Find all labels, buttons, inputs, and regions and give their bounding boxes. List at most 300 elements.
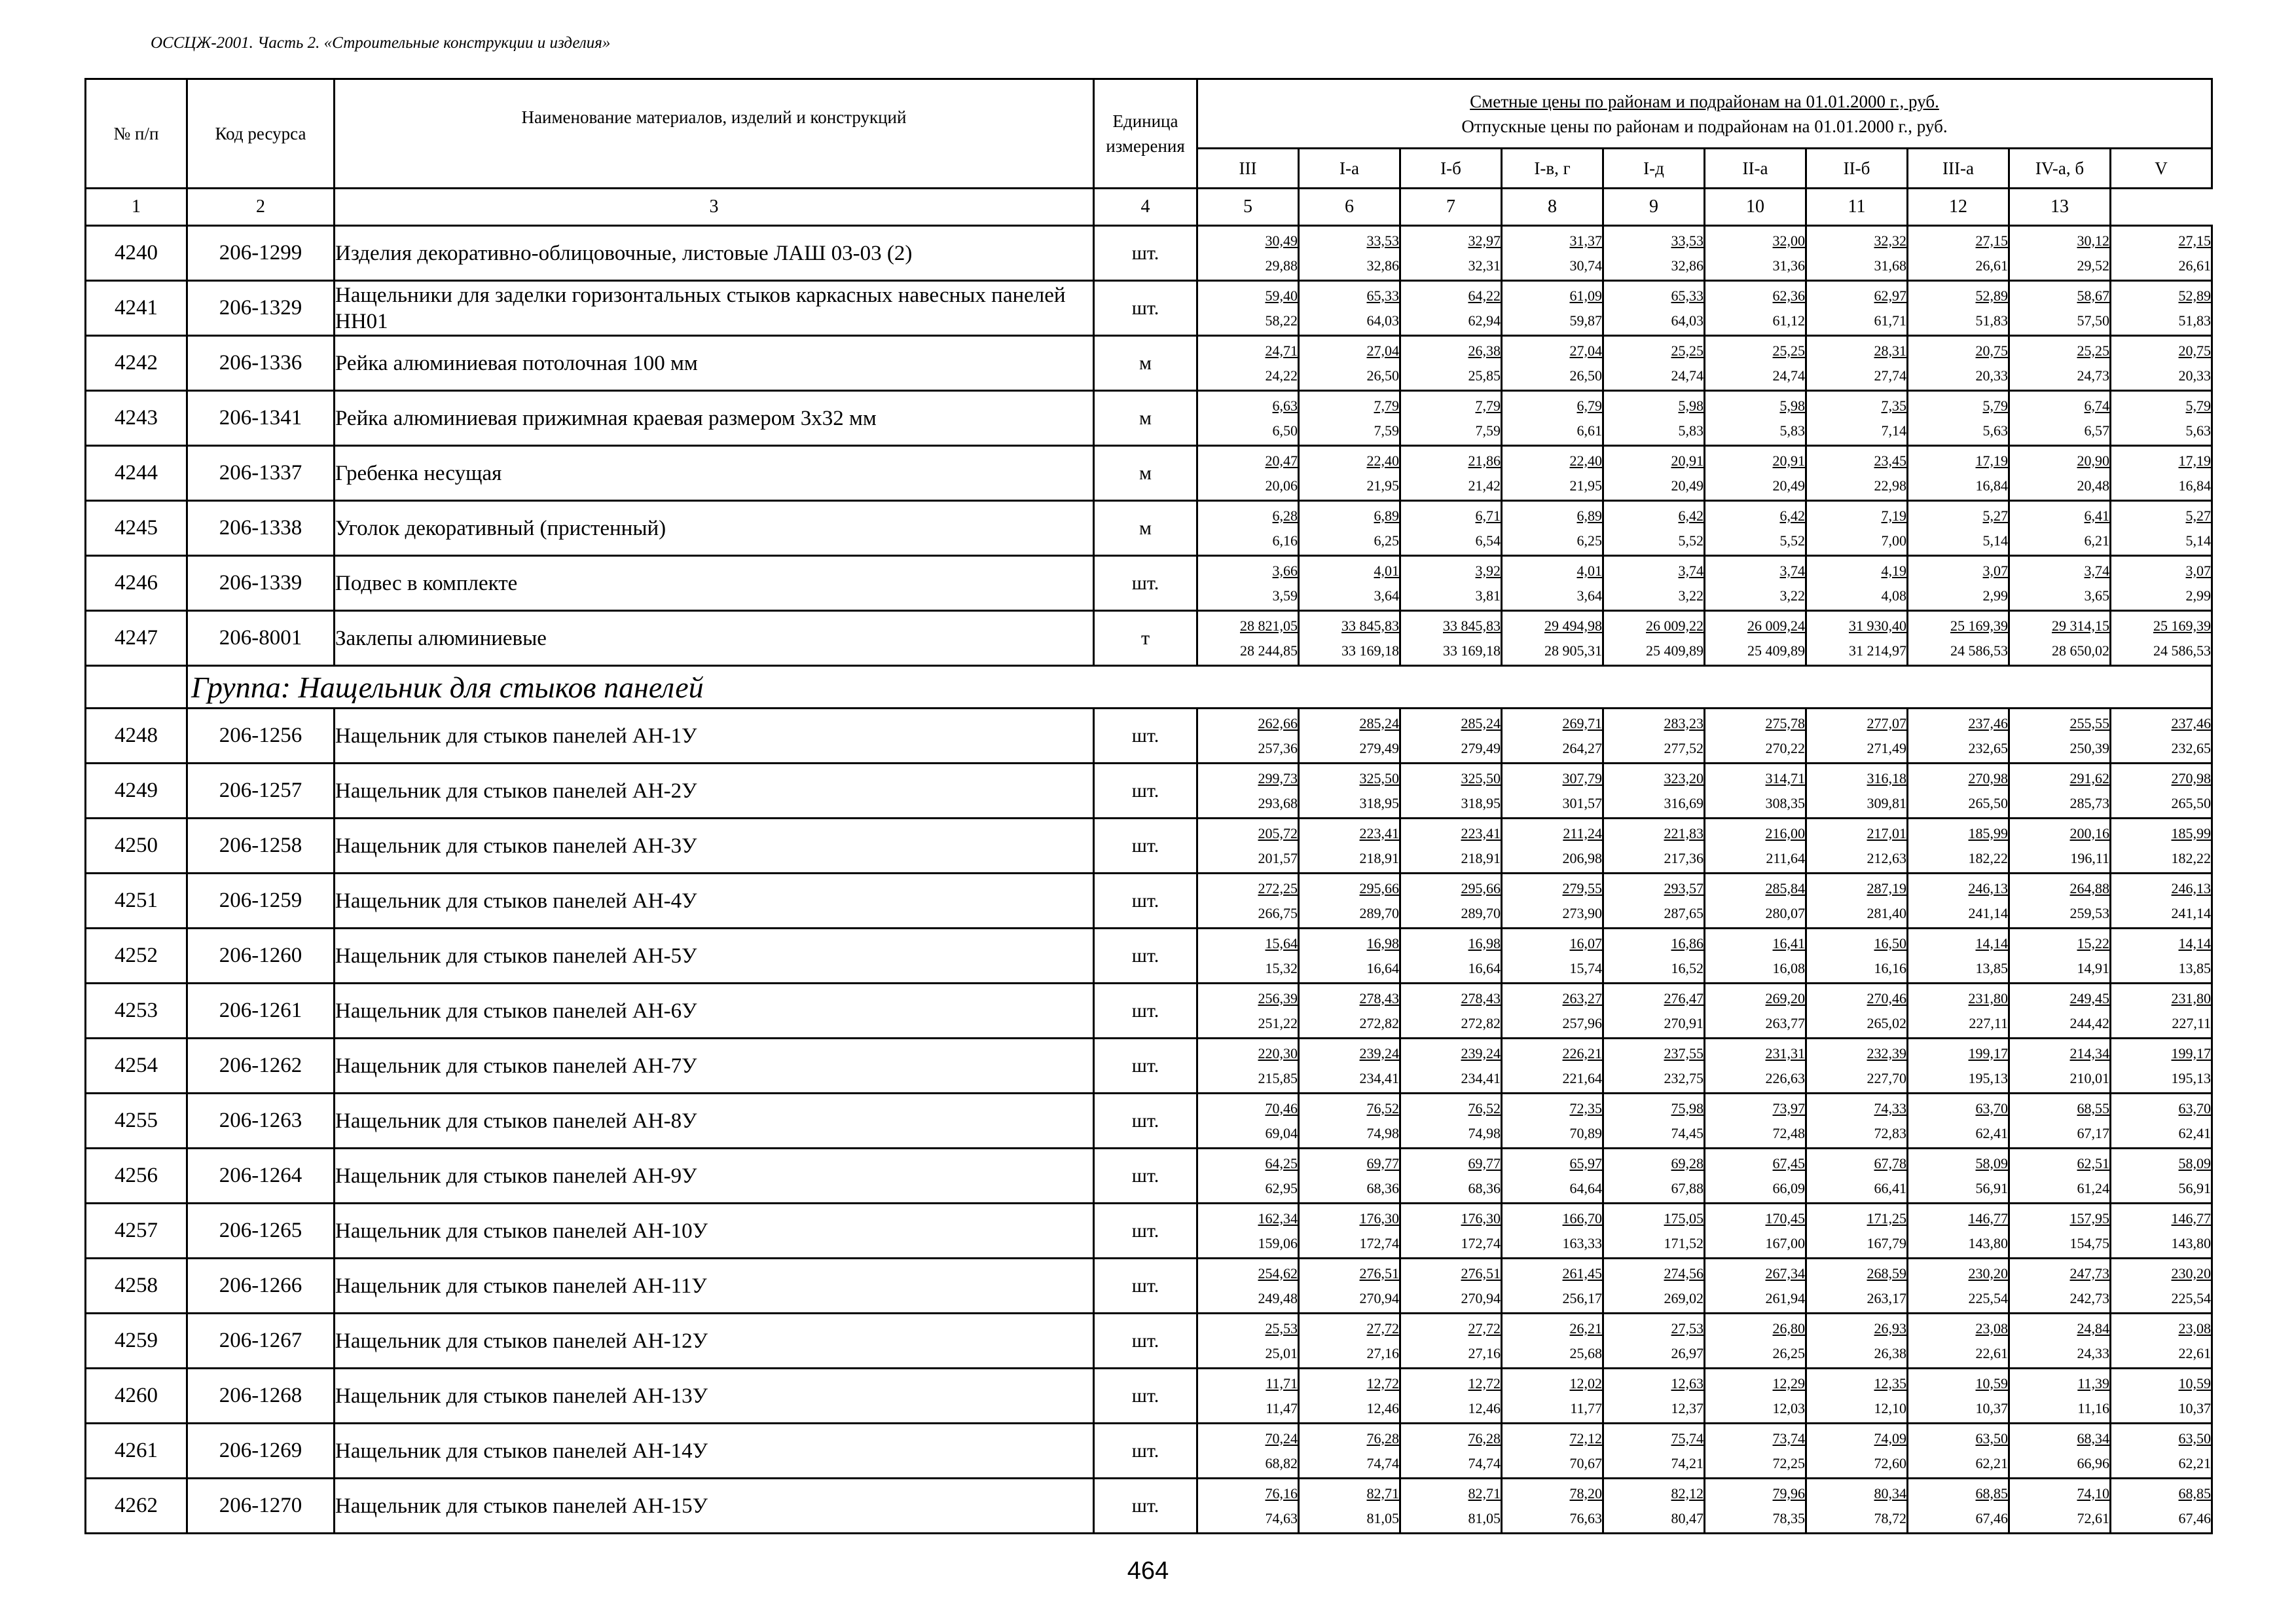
price-cell [1400, 226, 1502, 281]
release-price: 3,59 [1272, 587, 1298, 604]
estimate-price: 285,24 [1461, 714, 1501, 731]
price-cell [2111, 874, 2212, 929]
item-name: Нащельник для стыков панелей АН-12У [335, 1314, 1094, 1369]
price-cell [1299, 1204, 1400, 1259]
estimate-price: 52,89 [2178, 287, 2211, 304]
price-cell [1705, 1424, 1806, 1479]
row-number: 4253 [86, 984, 187, 1039]
release-price: 24,22 [1265, 367, 1298, 384]
item-name: Нащельник для стыков панелей АН-2У [335, 764, 1094, 819]
estimate-price: 221,83 [1664, 824, 1704, 841]
estimate-price: 11,71 [1266, 1375, 1298, 1392]
resource-code: 206-1265 [187, 1204, 335, 1259]
price-cell [1603, 1259, 1705, 1314]
release-price: 74,98 [1468, 1124, 1501, 1141]
estimate-price: 291,62 [2069, 769, 2109, 786]
release-price: 20,33 [1975, 367, 2008, 384]
price-cell [1908, 611, 2009, 666]
price-cell [1603, 1204, 1705, 1259]
price-cell [1197, 764, 1299, 819]
estimate-price: 162,34 [1258, 1209, 1298, 1227]
estimate-price: 65,33 [1366, 287, 1399, 304]
price-cell [1705, 1039, 1806, 1094]
release-price: 211,64 [1766, 849, 1805, 866]
release-price: 265,02 [1867, 1014, 1906, 1031]
release-price: 24 586,53 [2153, 642, 2211, 659]
estimate-price: 274,56 [1664, 1264, 1704, 1282]
estimate-price: 74,09 [1874, 1430, 1906, 1447]
release-price: 285,73 [2069, 794, 2109, 811]
price-cell [2009, 1369, 2111, 1424]
resource-code: 206-1337 [187, 446, 335, 501]
estimate-price: 61,09 [1569, 287, 1602, 304]
unit: шт. [1094, 1094, 1197, 1149]
release-price: 7,59 [1374, 422, 1399, 439]
estimate-price: 63,70 [2178, 1099, 2211, 1116]
price-cell [1806, 556, 1908, 611]
release-price: 163,33 [1562, 1234, 1602, 1251]
estimate-price: 74,33 [1874, 1099, 1906, 1116]
table-row [86, 709, 2212, 764]
release-price: 26,50 [1569, 367, 1602, 384]
price-cell [1603, 391, 1705, 446]
resource-code: 206-1270 [187, 1479, 335, 1534]
price-cell [1400, 1424, 1502, 1479]
price-cell [2111, 1259, 2212, 1314]
price-cell [1908, 1039, 2009, 1094]
estimate-price: 76,52 [1468, 1099, 1501, 1116]
estimate-price: 231,80 [2171, 989, 2211, 1006]
price-cell [2111, 1314, 2212, 1369]
price-cell [2111, 984, 2212, 1039]
estimate-price: 67,78 [1874, 1154, 1906, 1172]
estimate-price: 12,02 [1569, 1375, 1602, 1392]
estimate-price: 82,71 [1366, 1485, 1399, 1502]
release-price: 287,65 [1664, 904, 1704, 921]
row-number: 4262 [86, 1479, 187, 1534]
price-cell [2009, 764, 2111, 819]
release-price: 172,74 [1461, 1234, 1501, 1251]
estimate-price: 22,40 [1366, 452, 1399, 469]
estimate-price: 5,27 [1982, 507, 2008, 524]
price-cell [1197, 391, 1299, 446]
price-cell [1806, 1149, 1908, 1204]
release-price: 270,22 [1765, 739, 1805, 756]
price-cell [1908, 819, 2009, 874]
estimate-price: 16,86 [1671, 934, 1704, 951]
table-row [86, 336, 2212, 391]
unit: м [1094, 336, 1197, 391]
price-cell [1197, 1424, 1299, 1479]
release-price: 26,61 [2178, 257, 2211, 274]
release-price: 232,75 [1664, 1069, 1704, 1086]
estimate-price: 3,07 [1982, 562, 2008, 579]
estimate-price: 52,89 [1975, 287, 2008, 304]
column-number: 4 [1094, 189, 1197, 226]
table-row [86, 1204, 2212, 1259]
table-row [86, 1094, 2212, 1149]
release-price: 15,32 [1265, 959, 1298, 976]
release-price: 242,73 [2069, 1289, 2109, 1306]
price-cell [1603, 1479, 1705, 1534]
release-price: 167,00 [1765, 1234, 1805, 1251]
release-price: 3,22 [1779, 587, 1805, 604]
release-price: 5,14 [2185, 532, 2211, 549]
estimate-price: 3,74 [1678, 562, 1704, 579]
price-cell [1705, 1149, 1806, 1204]
estimate-price: 63,70 [1975, 1099, 2008, 1116]
estimate-price: 223,41 [1461, 824, 1501, 841]
estimate-price: 256,39 [1258, 989, 1298, 1006]
price-cell [1502, 1094, 1603, 1149]
resource-code: 206-1258 [187, 819, 335, 874]
estimate-price: 29 494,98 [1544, 617, 1602, 634]
estimate-price: 16,07 [1569, 934, 1602, 951]
estimate-price: 293,57 [1664, 879, 1704, 896]
release-price: 20,06 [1265, 477, 1298, 494]
estimate-price: 69,28 [1671, 1154, 1704, 1172]
price-cell [1705, 1204, 1806, 1259]
item-name: Нащельник для стыков панелей АН-7У [335, 1039, 1094, 1094]
release-price: 31,36 [1772, 257, 1805, 274]
estimate-price: 25 169,39 [2153, 617, 2211, 634]
unit: шт. [1094, 1424, 1197, 1479]
estimate-price: 68,34 [2077, 1430, 2109, 1447]
table-row [86, 1149, 2212, 1204]
estimate-price: 285,84 [1765, 879, 1805, 896]
release-price: 61,71 [1874, 312, 1906, 329]
estimate-price: 307,79 [1562, 769, 1602, 786]
item-name: Нащельник для стыков панелей АН-10У [335, 1204, 1094, 1259]
price-cell [1502, 1039, 1603, 1094]
price-cell [1603, 1094, 1705, 1149]
estimate-price: 20,91 [1772, 452, 1805, 469]
release-price: 78,35 [1772, 1509, 1805, 1526]
price-cell [2009, 556, 2111, 611]
table-row [86, 226, 2212, 281]
price-cell [1908, 1479, 2009, 1534]
price-cell [2009, 226, 2111, 281]
estimate-price: 239,24 [1461, 1044, 1501, 1061]
release-price: 72,48 [1772, 1124, 1805, 1141]
price-cell [1603, 556, 1705, 611]
price-cell [1299, 1369, 1400, 1424]
price-cell [1908, 1149, 2009, 1204]
price-cell [1197, 1039, 1299, 1094]
release-price: 20,49 [1772, 477, 1805, 494]
price-cell [1299, 819, 1400, 874]
estimate-price: 75,74 [1671, 1430, 1704, 1447]
price-cell [1299, 764, 1400, 819]
price-cell [1197, 874, 1299, 929]
release-price: 24 586,53 [1950, 642, 2008, 659]
release-price: 218,91 [1461, 849, 1501, 866]
release-price: 6,25 [1576, 532, 1602, 549]
price-cell [1400, 1204, 1502, 1259]
release-price: 16,52 [1671, 959, 1704, 976]
price-cell [1806, 1094, 1908, 1149]
estimate-price: 63,50 [1975, 1430, 2008, 1447]
release-price: 51,83 [2178, 312, 2211, 329]
estimate-price: 275,78 [1765, 714, 1805, 731]
price-cell [2111, 556, 2212, 611]
release-price: 4,08 [1881, 587, 1906, 604]
price-cell [1502, 764, 1603, 819]
unit: шт. [1094, 819, 1197, 874]
estimate-price: 6,71 [1475, 507, 1501, 524]
estimate-price: 23,45 [1874, 452, 1906, 469]
column-number: 9 [1603, 189, 1705, 226]
price-cell [1299, 446, 1400, 501]
release-price: 74,74 [1366, 1454, 1399, 1471]
price-cell [1299, 501, 1400, 556]
estimate-price: 16,50 [1874, 934, 1906, 951]
estimate-price: 270,98 [1968, 769, 2008, 786]
estimate-price: 20,90 [2077, 452, 2109, 469]
release-price: 59,87 [1569, 312, 1602, 329]
price-cell [1197, 1149, 1299, 1204]
estimate-price: 24,71 [1265, 342, 1298, 359]
item-name: Нащельник для стыков панелей АН-13У [335, 1369, 1094, 1424]
table-row [86, 764, 2212, 819]
estimate-price: 277,07 [1867, 714, 1906, 731]
estimate-price: 80,34 [1874, 1485, 1906, 1502]
estimate-price: 23,08 [2178, 1320, 2211, 1337]
release-price: 68,36 [1468, 1179, 1501, 1196]
price-cell [1705, 1479, 1806, 1534]
release-price: 62,41 [2178, 1124, 2211, 1141]
item-name: Гребенка несущая [335, 446, 1094, 501]
price-cell [1197, 446, 1299, 501]
estimate-price: 22,40 [1569, 452, 1602, 469]
price-cell [1502, 391, 1603, 446]
price-cell [1705, 1094, 1806, 1149]
release-price: 5,63 [2185, 422, 2211, 439]
price-cell [1806, 281, 1908, 336]
estimate-price: 278,43 [1461, 989, 1501, 1006]
price-cell [2111, 281, 2212, 336]
estimate-price: 76,16 [1265, 1485, 1298, 1502]
estimate-price: 27,15 [1975, 232, 2008, 249]
estimate-price: 237,46 [2171, 714, 2211, 731]
resource-code: 206-1259 [187, 874, 335, 929]
price-cell [1197, 1259, 1299, 1314]
estimate-price: 5,98 [1779, 397, 1805, 414]
release-price: 12,37 [1671, 1399, 1704, 1416]
estimate-price: 14,14 [2178, 934, 2211, 951]
release-price: 30,74 [1569, 257, 1602, 274]
estimate-price: 27,04 [1366, 342, 1399, 359]
table-row [86, 556, 2212, 611]
row-number: 4241 [86, 281, 187, 336]
price-cell [2111, 709, 2212, 764]
estimate-price: 232,39 [1867, 1044, 1906, 1061]
release-price: 16,64 [1366, 959, 1399, 976]
release-price: 154,75 [2069, 1234, 2109, 1251]
estimate-price: 185,99 [1968, 824, 2008, 841]
estimate-price: 27,53 [1671, 1320, 1704, 1337]
table-row [86, 1424, 2212, 1479]
header-unit: Единица измерения [1094, 79, 1197, 189]
release-price: 279,49 [1461, 739, 1501, 756]
release-price: 66,09 [1772, 1179, 1805, 1196]
estimate-price: 27,72 [1366, 1320, 1399, 1337]
release-price: 70,89 [1569, 1124, 1602, 1141]
price-cell [1908, 446, 2009, 501]
release-price: 270,91 [1664, 1014, 1704, 1031]
price-cell [1603, 764, 1705, 819]
estimate-price: 199,17 [2171, 1044, 2211, 1061]
price-cell [2111, 1204, 2212, 1259]
estimate-price: 200,16 [2069, 824, 2109, 841]
release-price: 271,49 [1867, 739, 1906, 756]
price-cell [1299, 1314, 1400, 1369]
estimate-price: 6,63 [1272, 397, 1298, 414]
header-region: V [2111, 149, 2212, 189]
price-cell [1908, 1314, 2009, 1369]
estimate-price: 68,55 [2077, 1099, 2109, 1116]
price-cell [2111, 1479, 2212, 1534]
release-price: 21,95 [1569, 477, 1602, 494]
estimate-price: 72,35 [1569, 1099, 1602, 1116]
estimate-price: 295,66 [1359, 879, 1399, 896]
release-price: 5,52 [1779, 532, 1805, 549]
price-cell [1806, 1259, 1908, 1314]
release-price: 244,42 [2069, 1014, 2109, 1031]
release-price: 20,33 [2178, 367, 2211, 384]
estimate-price: 6,41 [2084, 507, 2109, 524]
price-cell [1502, 556, 1603, 611]
price-cell [1603, 611, 1705, 666]
estimate-price: 33,53 [1366, 232, 1399, 249]
estimate-price: 285,24 [1359, 714, 1399, 731]
header-num: № п/п [86, 79, 187, 189]
price-cell [1806, 1204, 1908, 1259]
estimate-price: 175,05 [1664, 1209, 1704, 1227]
price-cell [1400, 1479, 1502, 1534]
price-cell [1299, 1424, 1400, 1479]
item-name: Подвес в комплекте [335, 556, 1094, 611]
estimate-price: 69,77 [1366, 1154, 1399, 1172]
estimate-price: 3,74 [2084, 562, 2109, 579]
estimate-price: 62,51 [2077, 1154, 2109, 1172]
estimate-price: 73,97 [1772, 1099, 1805, 1116]
header-region: I-д [1603, 149, 1705, 189]
release-price: 64,03 [1671, 312, 1704, 329]
price-cell [1400, 984, 1502, 1039]
estimate-price: 25,25 [2077, 342, 2109, 359]
release-price: 25,68 [1569, 1344, 1602, 1361]
estimate-price: 32,00 [1772, 232, 1805, 249]
release-price: 67,46 [2178, 1509, 2211, 1526]
release-price: 16,08 [1772, 959, 1805, 976]
unit: шт. [1094, 1259, 1197, 1314]
release-price: 64,64 [1569, 1179, 1602, 1196]
price-cell [1400, 874, 1502, 929]
release-price: 182,22 [1968, 849, 2008, 866]
price-cell [2111, 611, 2212, 666]
release-price: 28 244,85 [1240, 642, 1298, 659]
release-price: 251,22 [1258, 1014, 1298, 1031]
estimate-price: 12,63 [1671, 1375, 1704, 1392]
price-cell [1806, 984, 1908, 1039]
item-name: Уголок декоративный (пристенный) [335, 501, 1094, 556]
price-cell [1197, 984, 1299, 1039]
table-row [86, 281, 2212, 336]
header-prices-estimate: Сметные цены по районам и подрайонам на 01.01.2000 г., руб. [1470, 91, 1939, 111]
row-number: 4246 [86, 556, 187, 611]
estimate-price: 20,75 [1975, 342, 2008, 359]
estimate-price: 205,72 [1258, 824, 1298, 841]
price-cell [1603, 446, 1705, 501]
price-cell [1502, 1259, 1603, 1314]
price-cell [1908, 874, 2009, 929]
price-cell [1400, 281, 1502, 336]
estimate-price: 7,19 [1881, 507, 1906, 524]
estimate-price: 11,39 [2077, 1375, 2109, 1392]
release-price: 263,77 [1765, 1014, 1805, 1031]
estimate-price: 16,98 [1366, 934, 1399, 951]
release-price: 309,81 [1867, 794, 1906, 811]
price-cell [1502, 281, 1603, 336]
estimate-price: 65,33 [1671, 287, 1704, 304]
header-region: II-б [1806, 149, 1908, 189]
release-price: 277,52 [1664, 739, 1704, 756]
release-price: 272,82 [1359, 1014, 1399, 1031]
column-number: 1 [86, 189, 187, 226]
estimate-price: 16,98 [1468, 934, 1501, 951]
item-name: Рейка алюминиевая потолочная 100 мм [335, 336, 1094, 391]
unit: м [1094, 391, 1197, 446]
estimate-price: 268,59 [1867, 1264, 1906, 1282]
estimate-price: 76,52 [1366, 1099, 1399, 1116]
estimate-price: 6,89 [1576, 507, 1602, 524]
price-cell [1908, 226, 2009, 281]
estimate-price: 185,99 [2171, 824, 2211, 841]
estimate-price: 26 009,24 [1747, 617, 1805, 634]
estimate-price: 28,31 [1874, 342, 1906, 359]
estimate-price: 20,47 [1265, 452, 1298, 469]
item-name: Рейка алюминиевая прижимная краевая размером 3х32 мм [335, 391, 1094, 446]
header-name: Наименование материалов, изделий и конструкций [335, 79, 1094, 189]
price-cell [1806, 1424, 1908, 1479]
price-cell [1806, 709, 1908, 764]
release-price: 74,21 [1671, 1454, 1704, 1471]
column-number: 5 [1197, 189, 1299, 226]
estimate-price: 230,20 [1968, 1264, 2008, 1282]
estimate-price: 27,72 [1468, 1320, 1501, 1337]
header-prices [1197, 79, 2212, 149]
price-cell [2009, 874, 2111, 929]
estimate-price: 31,37 [1569, 232, 1602, 249]
release-price: 62,21 [1975, 1454, 2008, 1471]
release-price: 22,98 [1874, 477, 1906, 494]
release-price: 270,94 [1359, 1289, 1399, 1306]
release-price: 3,65 [2084, 587, 2109, 604]
estimate-price: 262,66 [1258, 714, 1298, 731]
resource-code: 206-1263 [187, 1094, 335, 1149]
resource-code: 206-1339 [187, 556, 335, 611]
price-cell [1806, 929, 1908, 984]
estimate-price: 176,30 [1461, 1209, 1501, 1227]
release-price: 217,36 [1664, 849, 1704, 866]
release-price: 3,64 [1374, 587, 1399, 604]
release-price: 265,50 [1968, 794, 2008, 811]
row-number: 4252 [86, 929, 187, 984]
estimate-price: 231,80 [1968, 989, 2008, 1006]
estimate-price: 276,47 [1664, 989, 1704, 1006]
release-price: 22,61 [2178, 1344, 2211, 1361]
